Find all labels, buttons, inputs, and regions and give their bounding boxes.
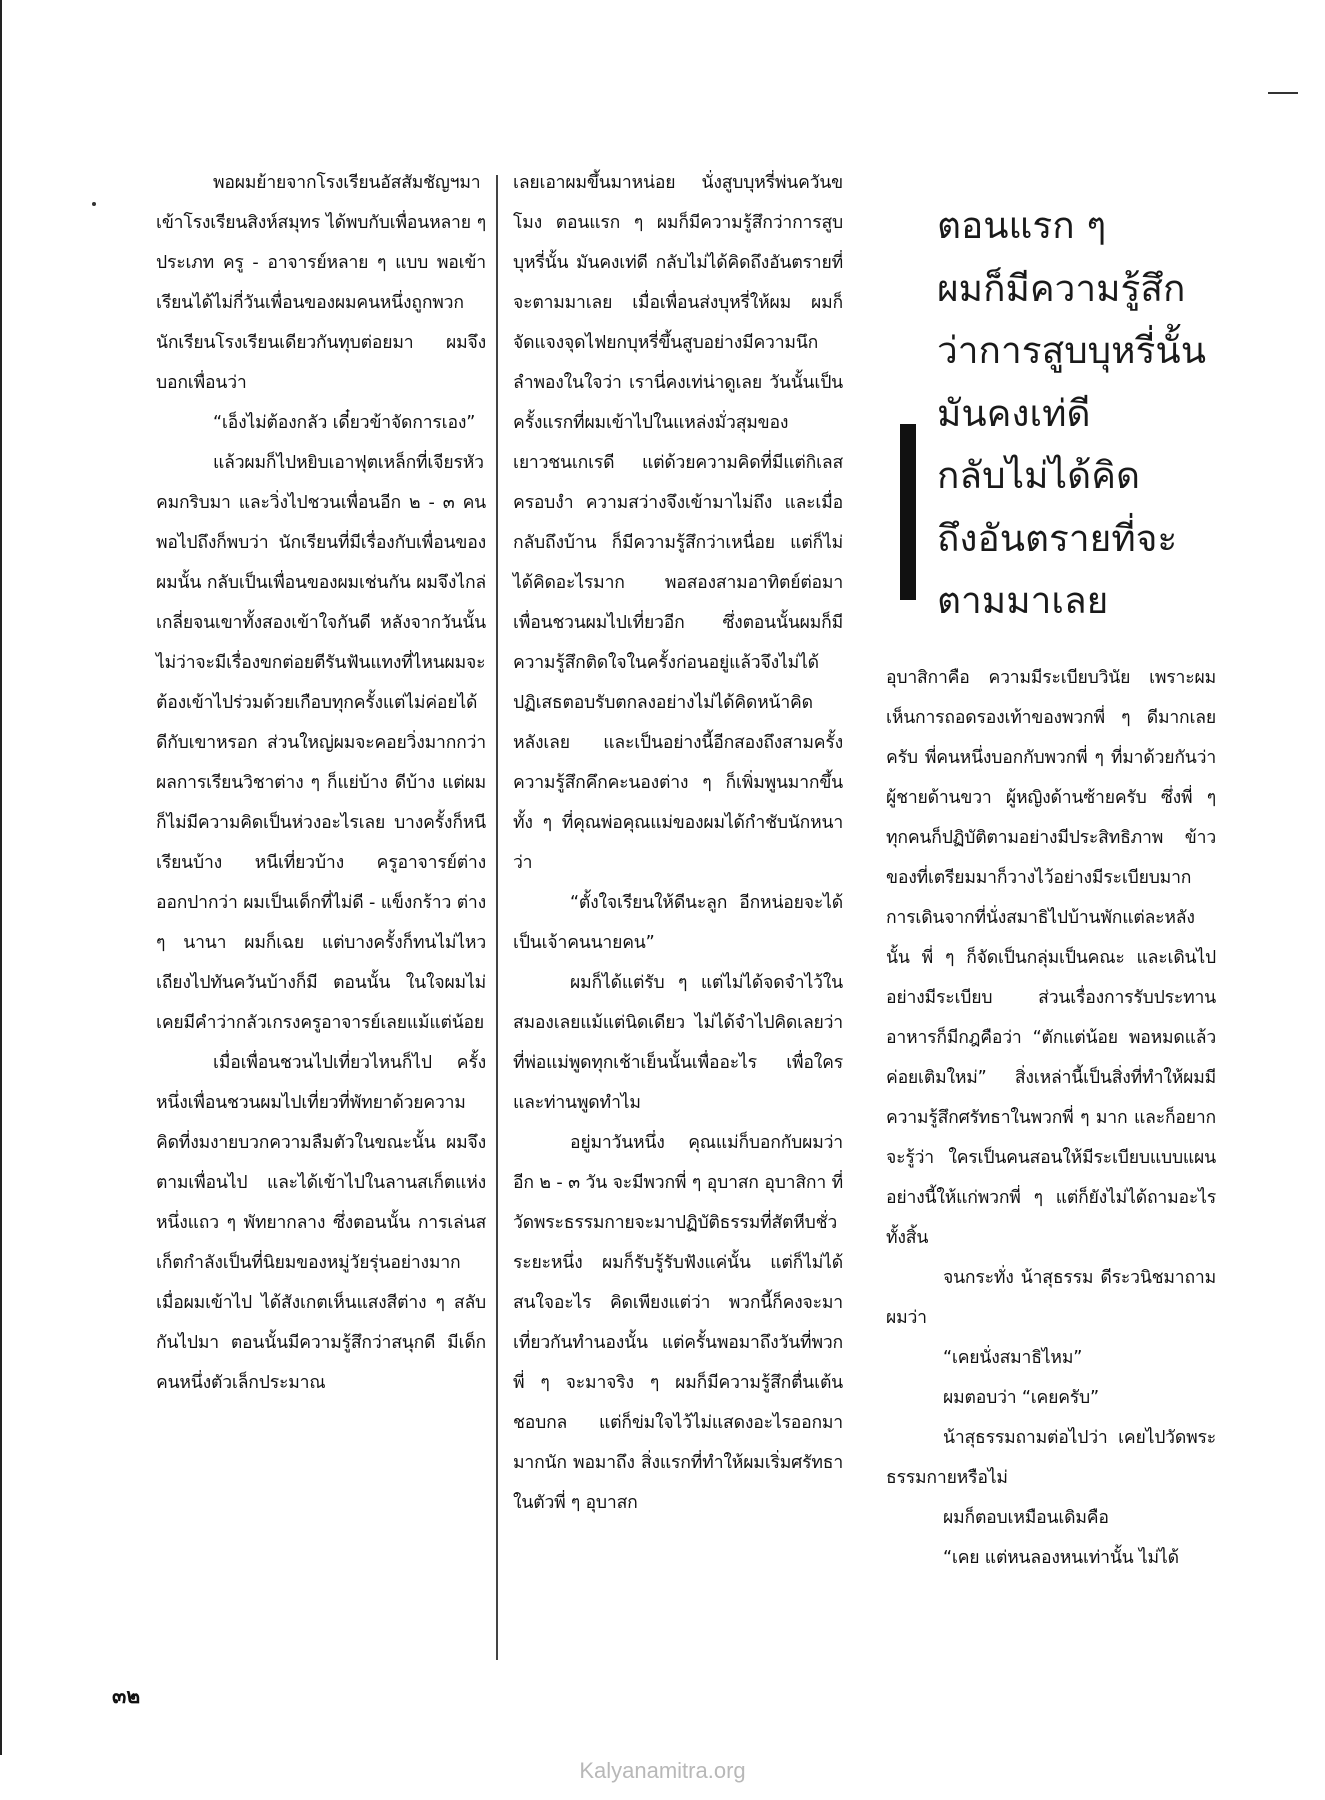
article-column-1 [156, 163, 486, 1403]
paragraph: “เคย แต่หนลองหนเท่านั้น ไม่ได้ [943, 1548, 1179, 1568]
watermark: Kalyanamitra.org [579, 1758, 746, 1783]
article-column-3 [886, 658, 1216, 1578]
pull-quote-line: ตามมาเลย [937, 579, 1109, 622]
scan-dot [92, 202, 96, 206]
paragraph: เมื่อเพื่อนชวนไปเที่ยวไหนก็ไป ครั้งหนึ่งเพื่อนชวนผมไปเที่ยวที่พัทยาด้วยความคิดที่งมงายบวกความลืมตัวในขณะนั้น ผมจึงตามเพื่อนไป และได้เข้าไปในลานสเก็ตแห่งหนึ่งแถว ๆ พัทยากลาง ซึ่งตอนนั้น การเล่นสเก็ตกำลังเป็นที่นิยมของหมู่วัยรุ่นอย่างมาก เมื่อผมเข้าไป ได้สังเกตเห็นแสงสีต่าง ๆ สลับกันไปมา ตอนนั้นมีความรู้สึกว่าสนุกดี มีเด็กคนหนึ่งตัวเล็กประมาณ [156, 1053, 486, 1393]
paragraph: “ตั้งใจเรียนให้ดีนะลูก อีกหน่อยจะได้เป็นเจ้าคนนายคน” [513, 893, 843, 953]
paragraph: พอผมย้ายจากโรงเรียนอัสสัมชัญฯมาเข้าโรงเรียนสิงห์สมุทร ได้พบกับเพื่อนหลาย ๆ ประเภท ครู - อาจารย์หลาย ๆ แบบ พอเข้าเรียนได้ไม่กี่วันเพื่อนของผมคนหนึ่งถูกพวกนักเรียนโรงเรียนเดียวกันทุบต่อยมา ผมจึงบอกเพื่อนว่า [156, 173, 486, 393]
pull-quote-line: ถึงอันตรายที่จะ [937, 516, 1178, 560]
paragraph: อุบาสิกาคือ ความมีระเบียบวินัย เพราะผมเห็นการถอดรองเท้าของพวกพี่ ๆ ดีมากเลยครับ พี่คนหนึ่งบอกกับพวกพี่ ๆ ที่มาด้วยกันว่า ผู้ชายด้านขวา ผู้หญิงด้านซ้ายครับ ซึ่งพี่ ๆ ทุกคนก็ปฏิบัติตามอย่างมีประสิทธิภาพ ข้าวของที่เตรียมมาก็วางไว้อย่างมีระเบียบมาก การเดินจากที่นั่งสมาธิไปบ้านพักแต่ละหลังนั้น พี่ ๆ ก็จัดเป็นกลุ่มเป็นคณะ และเดินไปอย่างมีระเบียบ ส่วนเรื่องการรับประทานอาหารก็มีกฎคือว่า “ตักแต่น้อย พอหมดแล้วค่อยเติมใหม่” สิ่งเหล่านี้เป็นสิ่งที่ทำให้ผมมีความรู้สึกศรัทธาในพวกพี่ ๆ มาก และก็อยากจะรู้ว่า ใครเป็นคนสอนให้มีระเบียบแบบแผนอย่างนี้ให้แก่พวกพี่ ๆ แต่ก็ยังไม่ได้ถามอะไรทั้งสิ้น [886, 668, 1216, 1248]
pull-quote-line: ผมก็มีความรู้สึก [937, 266, 1186, 310]
paragraph: แล้วผมก็ไปหยิบเอาฟุตเหล็กที่เจียรหัวคมกริบมา และวิ่งไปชวนเพื่อนอีก ๒ - ๓ คน พอไปถึงก็พบว่า นักเรียนที่มีเรื่องกับเพื่อนของผมนั้น กลับเป็นเพื่อนของผมเช่นกัน ผมจึงไกล่เกลี่ยจนเขาทั้งสองเข้าใจกันดี หลังจากวันนั้นไม่ว่าจะมีเรื่องขกต่อยตีรันฟันแทงที่ไหนผมจะต้องเข้าไปร่วมด้วยเกือบทุกครั้งแต่ไม่ค่อยได้ดีกับเขาหรอก ส่วนใหญ่ผมจะคอยวิ่งมากกว่า ผลการเรียนวิชาต่าง ๆ ก็แย่บ้าง ดีบ้าง แต่ผมก็ไม่มีความคิดเป็นห่วงอะไรเลย บางครั้งก็หนีเรียนบ้าง หนีเที่ยวบ้าง ครูอาจารย์ต่างออกปากว่า ผมเป็นเด็กที่ไม่ดี - แข็งกร้าว ต่าง ๆ นานา ผมก็เฉย แต่บางครั้งก็ทนไม่ไหว เถียงไปทันควันบ้างก็มี ตอนนั้น ในใจผมไม่เคยมีคำว่ากลัวเกรงครูอาจารย์เลยแม้แต่น้อย [156, 453, 486, 1033]
pull-quote-line: กลับไม่ได้คิด [937, 454, 1140, 497]
page-number: ๓๒ [112, 1684, 141, 1708]
paragraph: จนกระทั่ง น้าสุธรรม ดีระวนิชมาถามผมว่า [886, 1268, 1216, 1328]
paragraph: “เคยนั่งสมาธิไหม” [943, 1348, 1083, 1368]
paragraph: ผมก็ตอบเหมือนเดิมคือ [943, 1508, 1109, 1528]
page-mark [1268, 92, 1298, 94]
paragraph: เลยเอาผมขึ้นมาหน่อย นั่งสูบบุหรี่พ่นควันขโมง ตอนแรก ๆ ผมก็มีความรู้สึกว่าการสูบบุหรี่นั้น มันคงเท่ดี กลับไม่ได้คิดถึงอันตรายที่จะตามมาเลย เมื่อเพื่อนส่งบุหรี่ให้ผม ผมก็จัดแจงจุดไฟยกบุหรี่ขึ้นสูบอย่างมีความนึกลำพองในใจว่า เรานี่คงเท่น่าดูเลย วันนั้นเป็นครั้งแรกที่ผมเข้าไปในแหล่งมั่วสุมของเยาวชนเกเรดี แต่ด้วยความคิดที่มีแต่กิเลสครอบงำ ความสว่างจึงเข้ามาไม่ถึง และเมื่อกลับถึงบ้าน ก็มีความรู้สึกว่าเหนื่อย แต่ก็ไม่ได้คิดอะไรมาก พอสองสามอาทิตย์ต่อมา เพื่อนชวนผมไปเที่ยวอีก ซึ่งตอนนั้นผมก็มีความรู้สึกติดใจในครั้งก่อนอยู่แล้วจึงไม่ได้ปฏิเสธตอบรับตกลงอย่างไม่ได้คิดหน้าคิดหลังเลย และเป็นอย่างนี้อีกสองถึงสามครั้งความรู้สึกคึกคะนองต่าง ๆ ก็เพิ่มพูนมากขึ้น ทั้ง ๆ ที่คุณพ่อคุณแม่ของผมได้กำชับนักหนาว่า [513, 173, 843, 873]
pullquote-bar [900, 424, 916, 600]
column-divider [496, 175, 498, 1660]
paragraph: ผมก็ได้แต่รับ ๆ แต่ไม่ได้จดจำไว้ในสมองเลยแม้แต่นิดเดียว ไม่ได้จำไปคิดเลยว่า ที่พ่อแม่พูดทุกเช้าเย็นนั้นเพื่ออะไร เพื่อใคร และท่านพูดทำไม [513, 973, 843, 1113]
paragraph: “เอ็งไม่ต้องกลัว เดี๋ยวข้าจัดการเอง” [213, 413, 476, 433]
page-left-edge [0, 0, 2, 1755]
pull-quote [937, 195, 1227, 633]
paragraph: อยู่มาวันหนึ่ง คุณแม่ก็บอกกับผมว่า อีก ๒ - ๓ วัน จะมีพวกพี่ ๆ อุบาสก อุบาสิกา ที่วัดพระธรรมกายจะมาปฏิบัติธรรมที่สัตหีบชั่วระยะหนึ่ง ผมก็รับรู้รับฟังแค่นั้น แต่ก็ไม่ได้สนใจอะไร คิดเพียงแต่ว่า พวกนี้ก็คงจะมาเที่ยวกันทำนองนั้น แต่ครั้นพอมาถึงวันที่พวกพี่ ๆ จะมาจริง ๆ ผมก็มีความรู้สึกตื่นเต้นชอบกล แต่ก็ข่มใจไว้ไม่แสดงอะไรออกมามากนัก พอมาถึง สิ่งแรกที่ทำให้ผมเริ่มศรัทธาในตัวพี่ ๆ อุบาสก [513, 1133, 843, 1513]
pull-quote-line: มันคงเท่ดี [937, 391, 1091, 435]
paragraph: ผมตอบว่า “เคยครับ” [943, 1388, 1099, 1408]
article-column-2 [513, 163, 843, 1523]
paragraph: น้าสุธรรมถามต่อไปว่า เคยไปวัดพระธรรมกายหรือไม่ [886, 1428, 1216, 1488]
pull-quote-line: ว่าการสูบบุหรี่นั้น [937, 329, 1207, 372]
pull-quote-line: ตอนแรก ๆ [937, 204, 1107, 247]
